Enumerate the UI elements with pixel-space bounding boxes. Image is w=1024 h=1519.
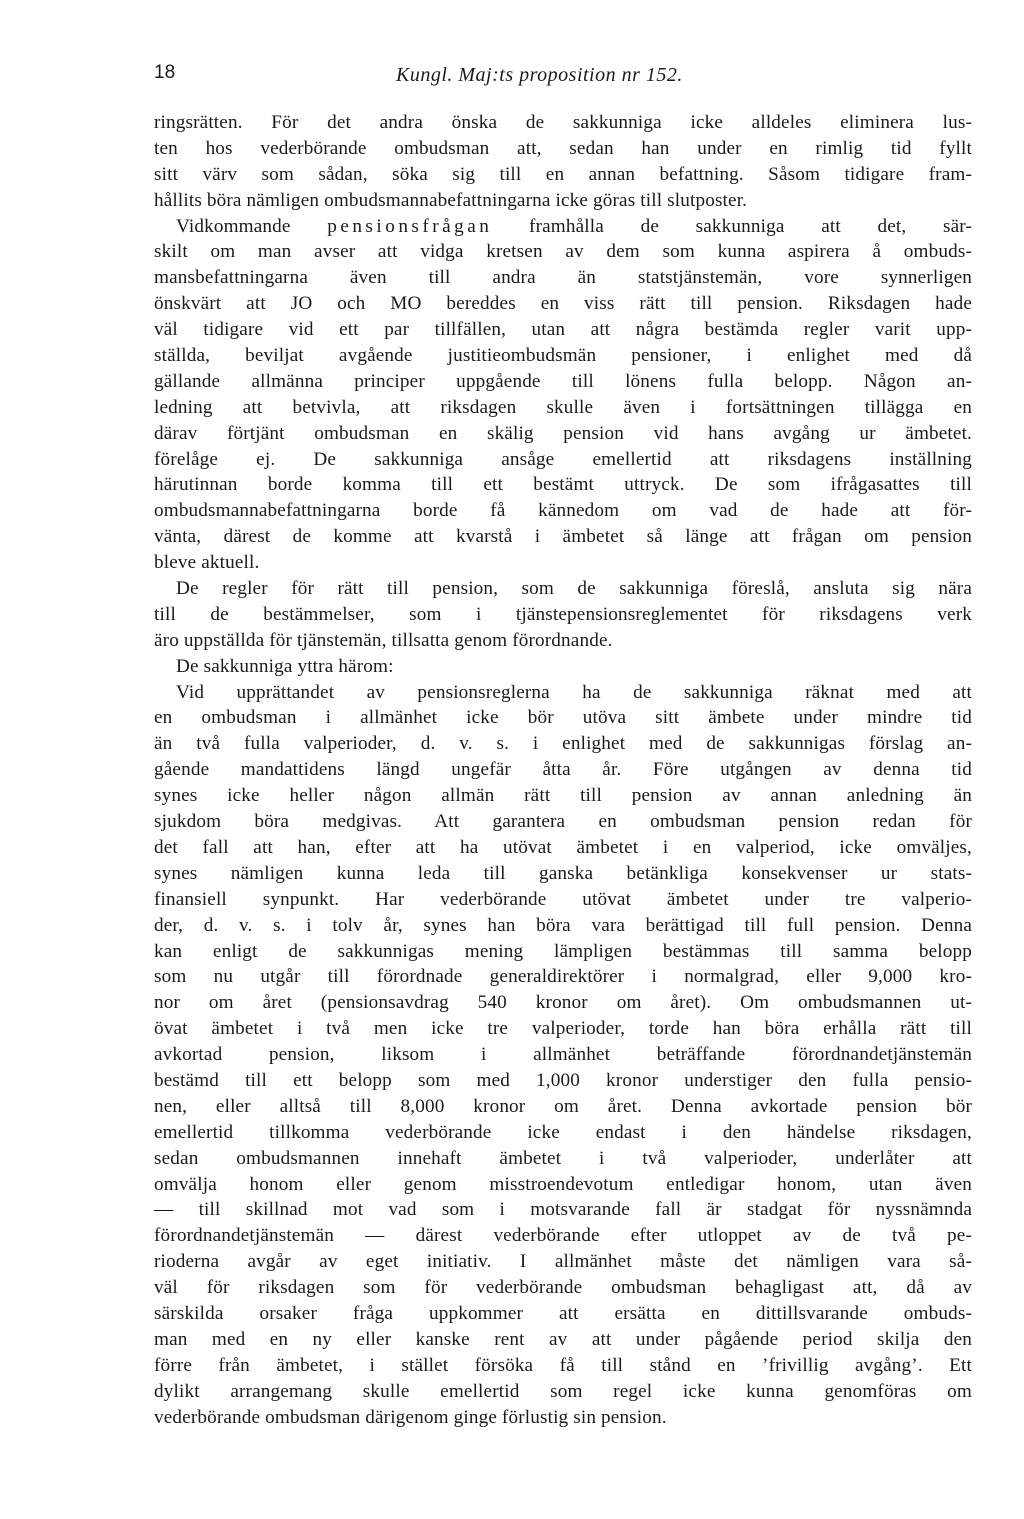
text-line-content: — till skillnad mot vad som i motsvarande fall är stadgat för nyssnämnda <box>154 1199 972 1221</box>
text-line-content: gällande allmänna principer uppgående till lönens fulla belopp. Någon an- <box>154 370 972 392</box>
text-line <box>154 1094 972 1120</box>
text-line-content: vänta, därest de komme att kvarstå i ämbetet så länge att frågan om pension <box>154 526 972 548</box>
text-line <box>154 1197 972 1223</box>
text-line-content: förordnandetjänstemän — därest vederbörande efter utloppet av de två pe- <box>154 1225 972 1247</box>
text-line-content: De sakkunniga yttra härom: <box>176 655 394 677</box>
text-line-content: mansbefattningarna även till andra än statstjänstemän, vore synnerligen <box>154 267 972 289</box>
text-line-content: en ombudsman i allmänhet icke bör utöva sitt ämbete under mindre tid <box>154 707 972 729</box>
text-line-content: väl tidigare vid ett par tillfällen, utan att några bestämda regler varit upp- <box>154 319 972 341</box>
text-line <box>154 783 972 809</box>
text-line-content: dylikt arrangemang skulle emellertid som regel icke kunna genomföras om <box>154 1380 972 1402</box>
text-line <box>154 550 972 576</box>
text-line-content: sedan ombudsmannen innehaft ämbetet i två valperioder, underlåter att <box>154 1147 972 1169</box>
text-line <box>154 680 972 706</box>
text-line <box>154 835 972 861</box>
text-line-content: omvälja honom eller genom misstroendevotum entledigar honom, utan även <box>154 1173 972 1195</box>
page-header <box>154 62 972 92</box>
text-line <box>154 628 972 654</box>
text-line-content: ställda, beviljat avgående justitieombudsmän pensioner, i enlighet med då <box>154 345 972 367</box>
body-text <box>154 110 972 1430</box>
text-line-content: der, d. v. s. i tolv år, synes han böra vara berättigad till full pension. Denna <box>154 914 972 936</box>
text-line <box>154 136 972 162</box>
text-line-content: vederbörande ombudsman därigenom ginge förlustig sin pension. <box>154 1406 667 1428</box>
text-line <box>154 1353 972 1379</box>
text-line <box>154 265 972 291</box>
text-line <box>154 809 972 835</box>
text-line <box>154 472 972 498</box>
text-line <box>154 757 972 783</box>
text-line <box>154 913 972 939</box>
text-line <box>154 705 972 731</box>
text-line <box>154 317 972 343</box>
text-line <box>154 1379 972 1405</box>
text-line-lead: Vidkommande <box>176 215 328 237</box>
text-line-content: väl för riksdagen som för vederbörande ombudsman behagligast att, då av <box>154 1277 972 1299</box>
text-line-content: som nu utgår till förordnade generaldirektörer i normalgrad, eller 9,000 kro- <box>154 966 972 988</box>
text-line-content: ringsrätten. För det andra önska de sakkunniga icke alldeles eliminera lus- <box>154 112 972 133</box>
text-line-content: gående mandattidens längd ungefär åtta år. Före utgången av denna tid <box>154 759 972 781</box>
text-line-content: rioderna avgår av eget initiativ. I allmänhet måste det nämligen vara så- <box>154 1251 972 1273</box>
text-line <box>154 395 972 421</box>
text-line-content: förelåge ej. De sakkunniga ansåge emellertid att riksdagens inställning <box>154 448 972 470</box>
text-line <box>154 343 972 369</box>
text-line <box>154 369 972 395</box>
text-line <box>154 861 972 887</box>
text-line <box>154 110 972 136</box>
text-line <box>154 654 972 680</box>
text-line-content: nen, eller alltså till 8,000 kronor om året. Denna avkortade pension bör <box>154 1095 972 1117</box>
text-line <box>154 887 972 913</box>
text-line-content: härutinnan borde komma till ett bestämt uttryck. De som ifrågasattes till <box>154 474 972 496</box>
text-line <box>154 447 972 473</box>
text-line <box>154 964 972 990</box>
text-line <box>154 731 972 757</box>
text-line <box>154 1275 972 1301</box>
text-line <box>154 1146 972 1172</box>
emphasized-term: pensionsfrågan <box>327 215 493 237</box>
text-line <box>154 1405 972 1431</box>
text-line <box>154 990 972 1016</box>
text-line-content: bleve aktuell. <box>154 552 260 574</box>
text-line-content: förre från ämbetet, i stället försöka få till stånd en ’frivillig avgång’. Ett <box>154 1354 972 1376</box>
text-line <box>154 1327 972 1353</box>
text-line <box>154 939 972 965</box>
text-line-content: skilt om man avser att vidga kretsen av dem som kunna aspirera å ombuds- <box>154 241 972 263</box>
text-line <box>154 188 972 214</box>
text-line-content: kan enligt de sakkunnigas mening lämpligen bestämmas till samma belopp <box>154 940 972 962</box>
text-line-content: synes nämligen kunna leda till ganska betänkliga konsekvenser ur stats- <box>154 862 972 884</box>
text-line-content: finansiell synpunkt. Har vederbörande utövat ämbetet under tre valperio- <box>154 888 972 910</box>
text-line <box>154 162 972 188</box>
text-line <box>154 291 972 317</box>
page-number: 18 <box>154 62 176 83</box>
text-line-content: synes icke heller någon allmän rätt till pension av annan anledning än <box>154 785 972 807</box>
text-line <box>154 602 972 628</box>
text-line <box>154 1301 972 1327</box>
text-line <box>154 1172 972 1198</box>
document-page <box>154 0 972 1519</box>
text-line-content: sjukdom böra medgivas. Att garantera en ombudsman pension redan för <box>154 811 972 833</box>
text-line-content: övat ämbetet i två men icke tre valperioder, torde han böra erhålla rätt till <box>154 1018 972 1040</box>
running-head: Kungl. Maj:ts proposition nr 152. <box>396 64 683 86</box>
text-line-content: nor om året (pensionsavdrag 540 kronor om året). Om ombudsmannen ut- <box>154 992 972 1014</box>
text-line-content: det fall att han, efter att ha utövat ämbetet i en valperiod, icke omväljes, <box>154 836 972 858</box>
text-line-content: hållits böra nämligen ombudsmannabefattningarna icke göras till slutposter. <box>154 189 748 211</box>
text-line-content: avkortad pension, liksom i allmänhet beträffande förordnandetjänstemän <box>154 1044 972 1066</box>
text-line <box>154 1068 972 1094</box>
text-line-content: ombudsmannabefattningarna borde få kännedom om vad de hade att för- <box>154 500 972 522</box>
text-line <box>154 239 972 265</box>
text-line <box>154 576 972 602</box>
text-line <box>154 498 972 524</box>
text-line <box>154 214 972 240</box>
text-line-content: Vid upprättandet av pensionsreglerna ha de sakkunniga räknat med att <box>176 681 972 703</box>
text-line-content: ten hos vederbörande ombudsman att, sedan han under en rimlig tid fyllt <box>154 137 972 159</box>
text-line-content: bestämd till ett belopp som med 1,000 kronor understiger den fulla pensio- <box>154 1069 972 1091</box>
text-line <box>154 421 972 447</box>
text-line-content: sitt värv som sådan, söka sig till en annan befattning. Såsom tidigare fram- <box>154 163 972 185</box>
text-line-content: man med en ny eller kanske rent av att under pågående period skilja den <box>154 1328 972 1350</box>
text-line <box>154 1042 972 1068</box>
text-line-content: än två fulla valperioder, d. v. s. i enlighet med de sakkunnigas förslag an- <box>154 733 972 755</box>
text-line-content: framhålla de sakkunniga att det, sär- <box>492 215 973 237</box>
text-line <box>154 1120 972 1146</box>
text-line <box>154 1249 972 1275</box>
text-line-content: önskvärt att JO och MO bereddes en viss rätt till pension. Riksdagen hade <box>154 293 972 315</box>
text-line-content: därav förtjänt ombudsman en skälig pension vid hans avgång ur ämbetet. <box>154 422 972 444</box>
text-line-content: ledning att betvivla, att riksdagen skulle även i fortsättningen tillägga en <box>154 396 972 418</box>
text-line-content: till de bestämmelser, som i tjänstepensionsreglementet för riksdagens verk <box>154 603 972 625</box>
text-line-content: De regler för rätt till pension, som de sakkunniga föreslå, ansluta sig nära <box>176 578 972 600</box>
text-line <box>154 524 972 550</box>
text-line <box>154 1223 972 1249</box>
text-line-content: särskilda orsaker fråga uppkommer att ersätta en dittillsvarande ombuds- <box>154 1302 972 1324</box>
text-line <box>154 1016 972 1042</box>
text-line-content: emellertid tillkomma vederbörande icke endast i den händelse riksdagen, <box>154 1121 972 1143</box>
text-line-content: äro uppställda för tjänstemän, tillsatta genom förordnande. <box>154 629 613 651</box>
